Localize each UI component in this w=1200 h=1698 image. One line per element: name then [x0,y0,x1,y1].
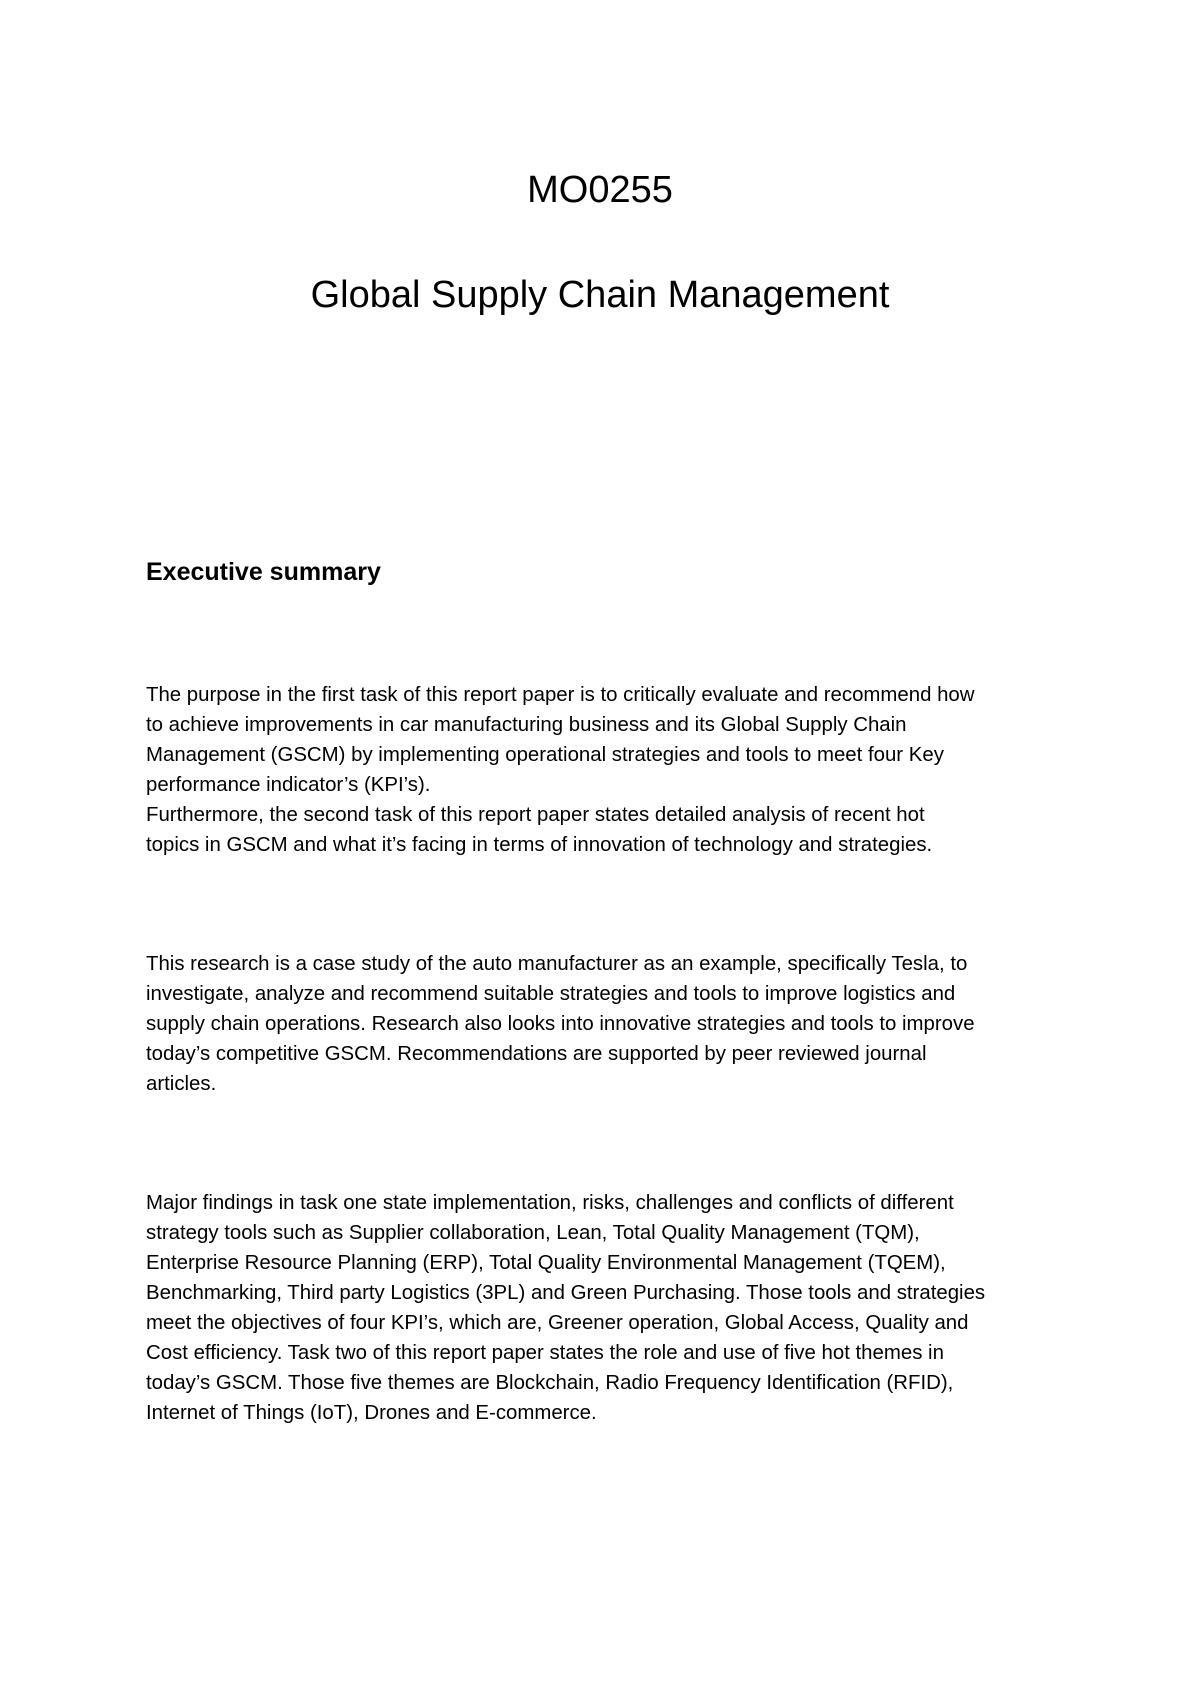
paragraph-line: Major findings in task one state implementation, risks, challenges and conflicts of different [146,1192,954,1214]
paragraph-line: meet the objectives of four KPI’s, which are, Greener operation, Global Access, Quality and [146,1312,969,1334]
paragraph-line: today’s GSCM. Those five themes are Blockchain, Radio Frequency Identification (RFID), [146,1372,954,1394]
paragraph-line: investigate, analyze and recommend suitable strategies and tools to improve logistics and [146,983,956,1005]
summary-paragraph-3 [146,1188,1076,1428]
paragraph-line: Internet of Things (IoT), Drones and E-commerce. [146,1402,597,1424]
paragraph-line: today’s competitive GSCM. Recommendations are supported by peer reviewed journal [146,1043,927,1065]
paragraph-line: Furthermore, the second task of this report paper states detailed analysis of recent hot [146,804,925,826]
paragraph-line: strategy tools such as Supplier collaboration, Lean, Total Quality Management (TQM), [146,1222,920,1244]
paragraph-line: This research is a case study of the auto manufacturer as an example, specifically Tesla, to [146,953,968,975]
paragraph-line: Enterprise Resource Planning (ERP), Total Quality Environmental Management (TQEM), [146,1252,946,1274]
paragraph-line: to achieve improvements in car manufacturing business and its Global Supply Chain [146,714,907,736]
paragraph-line: Benchmarking, Third party Logistics (3PL) and Green Purchasing. Those tools and strategies [146,1282,986,1304]
paragraph-line: topics in GSCM and what it’s facing in terms of innovation of technology and strategies. [146,834,933,856]
summary-paragraph-2 [146,949,1076,1099]
section-heading: Executive summary [146,558,381,586]
paragraph-line: performance indicator’s (KPI’s). [146,774,431,796]
paragraph-line: articles. [146,1073,217,1095]
document-title: Global Supply Chain Management [310,274,890,316]
summary-paragraph-1 [146,680,1076,860]
paragraph-line: supply chain operations. Research also looks into innovative strategies and tools to improve [146,1013,975,1035]
course-code: MO0255 [527,169,673,211]
paragraph-line: The purpose in the first task of this report paper is to critically evaluate and recommend how [146,684,975,706]
paragraph-line: Management (GSCM) by implementing operational strategies and tools to meet four Key [146,744,944,766]
paragraph-line: Cost efficiency. Task two of this report paper states the role and use of five hot themes in [146,1342,944,1364]
